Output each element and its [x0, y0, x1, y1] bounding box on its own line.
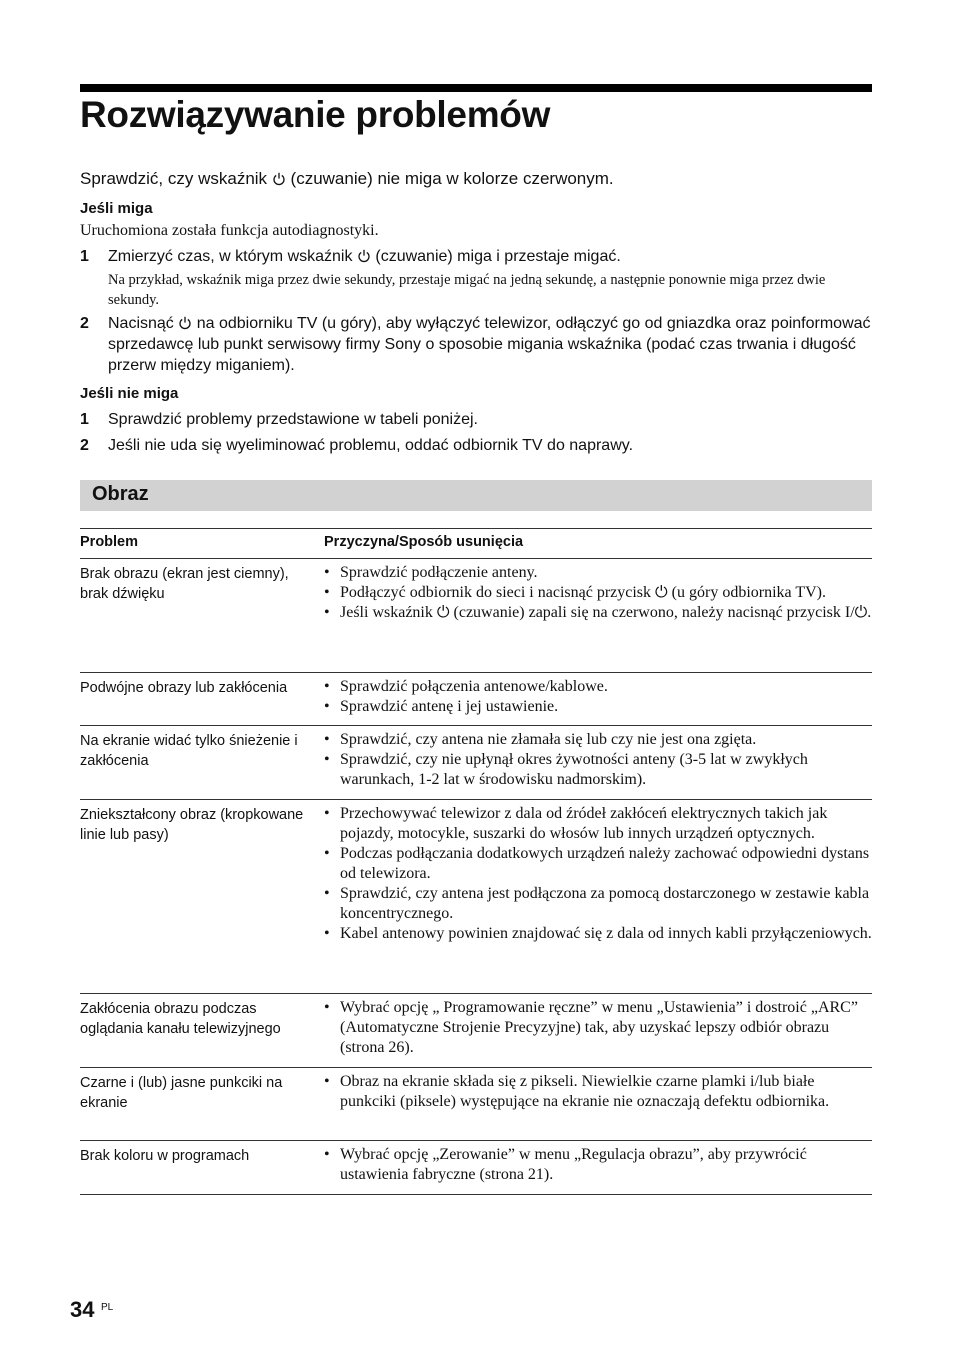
- troubleshooting-table: [80, 528, 872, 1195]
- blink-step-2: [80, 313, 872, 376]
- table-row: [80, 673, 872, 726]
- solution-list: [324, 563, 872, 623]
- problem-cell: Brak obrazu (ekran jest ciemny), brak dźwięku: [80, 566, 289, 602]
- column-header-solution: Przyczyna/Sposób usunięcia: [324, 534, 524, 550]
- noblink-step-2: [80, 435, 872, 456]
- solution-item: • Jeśli wskaźnik ⏻ (czuwanie) zapali się na czerwono, należy nacisnąć przycisk I/⏻.: [324, 603, 872, 623]
- solution-list: [324, 730, 872, 790]
- solution-list: [324, 998, 872, 1058]
- table-header: [80, 529, 872, 559]
- table-row: [80, 559, 872, 673]
- solution-item: • Obraz na ekranie składa się z pikseli. Niewielkie czarne plamki i/lub białe punkciki (piksele) występujące na ekranie nie oznaczają defektu odbiornika.: [324, 1072, 872, 1112]
- noblink-step-1: [80, 409, 872, 430]
- problem-cell: Brak koloru w programach: [80, 1148, 250, 1164]
- solution-item: • Kabel antenowy powinien znajdować się z dala od innych kabli przyłączeniowych.: [324, 924, 872, 944]
- solution-item: • Sprawdzić antenę i jej ustawienie.: [324, 697, 872, 717]
- step-number: 1: [80, 248, 89, 265]
- intro-text-before: Sprawdzić, czy wskaźnik: [80, 169, 268, 188]
- power-icon: [178, 316, 192, 330]
- power-standby-icon: [272, 172, 286, 186]
- page-title: Rozwiązywanie problemów: [80, 94, 551, 135]
- problem-cell: Czarne i (lub) jasne punkciki na ekranie: [80, 1075, 283, 1111]
- solution-item: • Sprawdzić, czy nie upłynął okres żywotności anteny (3-5 lat w zwykłych warunkach, 1-2 lat w środowisku nadmorskim).: [324, 750, 872, 790]
- step-text: Zmierzyć czas, w którym wskaźnik (czuwanie) miga i przestaje migać.: [108, 248, 621, 265]
- blink-step-1: [80, 246, 872, 267]
- problem-cell: Podwójne obrazy lub zakłócenia: [80, 680, 288, 696]
- solution-item: • Sprawdzić połączenia antenowe/kablowe.: [324, 677, 872, 697]
- solution-item: • Przechowywać telewizor z dala od źródeł zakłóceń elektrycznych takich jak pojazdy, motocykle, suszarki do włosów lub innych urządzeń optycznych.: [324, 804, 872, 844]
- table-row: [80, 726, 872, 800]
- step-text: Nacisnąć na odbiorniku TV (u góry), aby wyłączyć telewizor, odłączyć go od gniazdka oraz poinformować sprzedawcę lub punkt serwisowy firmy Sony o sposobie migania wskaźnika (podać czas trwania i długość przerw między miganiem).: [108, 315, 871, 374]
- solution-item: • Podłączyć odbiornik do sieci i nacisnąć przycisk ⏻ (u góry odbiornika TV).: [324, 583, 872, 603]
- step-text: Sprawdzić problemy przedstawione w tabeli poniżej.: [108, 411, 478, 428]
- solution-item: • Sprawdzić, czy antena jest podłączona za pomocą dostarczonego w zestawie kabla koncentrycznego.: [324, 884, 872, 924]
- solution-list: [324, 1072, 872, 1112]
- step-number: 2: [80, 437, 89, 454]
- table-row: [80, 800, 872, 994]
- power-standby-icon: [357, 249, 371, 263]
- problem-cell: Na ekranie widać tylko śnieżenie i zakłócenia: [80, 733, 298, 769]
- solution-item: • Wybrać opcję „ Programowanie ręczne” w menu „Ustawienia” i dostroić „ARC” (Automatyczne Strojenie Precyzyjne) tak, aby uzyskać lepszy odbiór obrazu (strona 26).: [324, 998, 872, 1058]
- if-blinks-heading: Jeśli miga: [80, 200, 153, 217]
- intro-text-after: (czuwanie) nie miga w kolorze czerwonym.: [290, 169, 614, 188]
- table-row: [80, 994, 872, 1068]
- section-title: Obraz: [92, 483, 149, 505]
- table-row: [80, 1068, 872, 1141]
- solution-item: • Podczas podłączania dodatkowych urządzeń należy zachować odpowiedni dystans od telewizora.: [324, 844, 872, 884]
- solution-item: • Wybrać opcję „Zerowanie” w menu „Regulacja obrazu”, aby przywrócić ustawienia fabryczne (strona 21).: [324, 1145, 872, 1185]
- step-number: 1: [80, 411, 89, 428]
- step-text: Jeśli nie uda się wyeliminować problemu, oddać odbiornik TV do naprawy.: [108, 437, 634, 454]
- solution-item: • Sprawdzić podłączenie anteny.: [324, 563, 872, 583]
- table-row: [80, 1141, 872, 1195]
- column-header-problem: Problem: [80, 534, 139, 550]
- problem-cell: Zakłócenia obrazu podczas oglądania kanału telewizyjnego: [80, 1001, 281, 1037]
- solution-list: [324, 677, 872, 717]
- blink-step-1-note: Na przykład, wskaźnik miga przez dwie sekundy, przestaje migać na jedną sekundę, a następnie ponownie miga przez dwie sekundy.: [108, 272, 826, 308]
- if-blinks-text: Uruchomiona została funkcja autodiagnostyki.: [80, 222, 379, 239]
- section-header: [80, 480, 872, 511]
- solution-list: [324, 804, 872, 944]
- page-number: 34: [70, 1297, 95, 1322]
- solution-item: • Sprawdzić, czy antena nie złamała się lub czy nie jest ona zgięta.: [324, 730, 872, 750]
- if-not-blinks-heading: Jeśli nie miga: [80, 385, 179, 402]
- step-number: 2: [80, 315, 89, 332]
- language-code: PL: [101, 1302, 114, 1313]
- solution-list: [324, 1145, 872, 1185]
- title-rule: [80, 84, 872, 92]
- intro-line: [80, 169, 872, 189]
- problem-cell: Zniekształcony obraz (kropkowane linie lub pasy): [80, 807, 304, 843]
